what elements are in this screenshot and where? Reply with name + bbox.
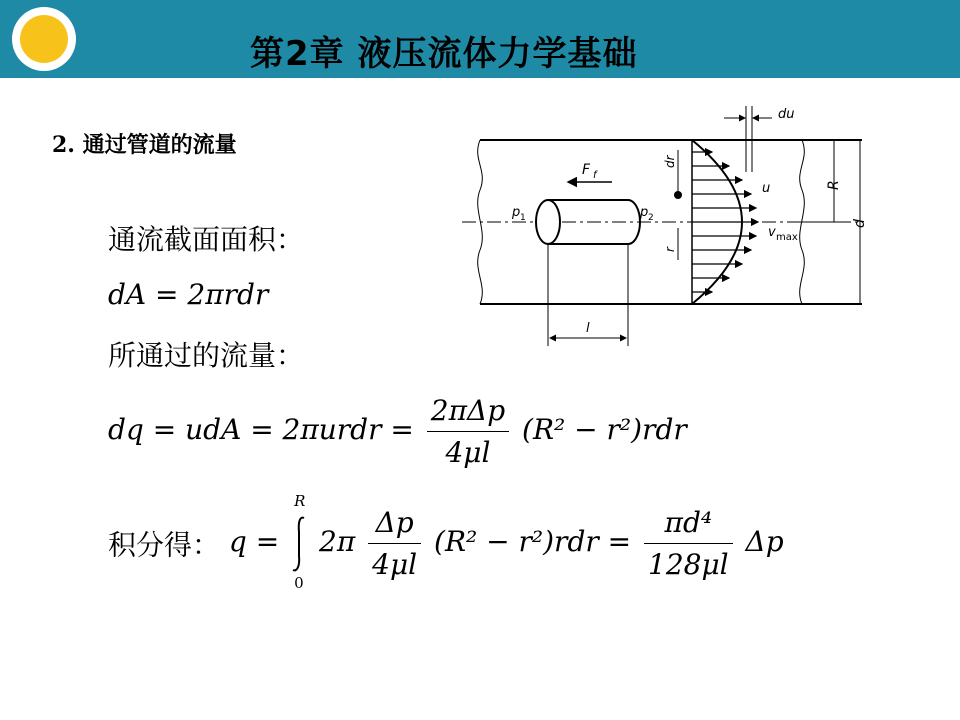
formula-q-row: 积分得： q = R 0 2π $\frac{\Delta p}{4\mu l}$ (R² − r²)rdr = $\frac{\text{πd⁴}}{128\mu l}$ Δp [108,491,784,592]
svg-text:du: du [778,107,795,122]
svg-text:p: p [512,205,521,220]
pipe-flow-diagram [462,100,872,352]
integral-sign-icon: R 0 [294,491,306,592]
svg-text:F: F [582,162,591,178]
formula-dq-fraction: $\frac{\text{2πΔp}}{4\mu l}$ [427,394,509,469]
formula-dq [108,394,687,469]
svg-text:2: 2 [648,213,654,223]
page-title: 第2章 液压流体力学基础 [250,34,638,74]
svg-text:dr: dr [663,155,677,168]
svg-text:f: f [593,170,597,181]
svg-text:v: v [768,225,776,240]
integral-label: 积分得： [108,528,221,562]
flow-label: 所通过的流量： [108,339,305,372]
svg-text:R: R [826,180,842,190]
area-formula: dA = 2πrdr [108,278,269,311]
svg-text:r: r [663,247,677,252]
formula-dq-tail: (R² − r²)rdr [522,413,687,446]
area-label: 通流截面面积： [108,223,305,256]
header-bar [0,0,960,78]
formula-dq-lhs: dq = udA = 2πurdr = [108,413,414,446]
svg-text:p: p [640,205,649,220]
svg-text:l: l [586,321,590,336]
svg-text:d: d [852,219,868,228]
svg-text:u: u [762,181,771,196]
section-heading: 2. 通过管道的流量 [52,132,237,158]
logo-circle-icon [12,7,76,71]
svg-text:max: max [776,232,798,243]
svg-text:1: 1 [520,213,526,223]
